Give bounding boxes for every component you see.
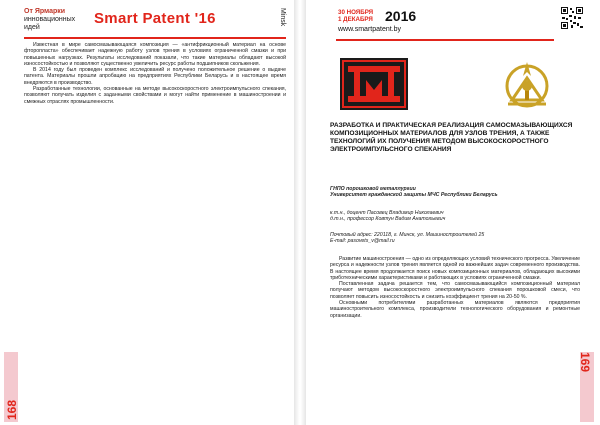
city-label [277,8,286,34]
brand-line: инновационных [24,16,76,23]
organization-block [330,186,578,199]
organization-line: Университет гражданской защиты МЧС Республики Беларусь [330,192,498,199]
fair-brand [24,8,90,32]
city-text: Minsk [279,8,286,27]
paragraph: Основными потребителями разработанных материалов являются предприятия машиностроительного комплекса, производители технологического оборудования и ремонтные организации. [330,300,580,319]
author-line: к.т.н., доцент Пасовец Владимир Николаевич [330,210,444,216]
brand-line: идей [24,24,40,31]
page-number-tab [4,352,18,422]
page-number-tab [580,352,594,422]
date-line: 1 ДЕКАБРЯ [338,16,373,23]
event-year: 2016 [385,8,417,24]
right-page [306,0,600,425]
postal-address: Почтовый адрес: 220118, г. Минск, ул. Машиностроителей 25 [330,232,485,238]
paragraph: Разработанные технологии, основанные на методе высокоскоростного электроимпульсного спекания, позволяют получать изделия с заданными свойствами и могут найти применение в машиностроении и смежных отраслях промышленности. [24,86,286,105]
email-address: E-mail: pasovets_v@mail.ru [330,238,395,245]
authors-block [330,210,578,223]
page-number: 168 [5,399,19,420]
page-number: 169 [578,352,592,373]
article-title: РАЗРАБОТКА И ПРАКТИЧЕСКАЯ РЕАЛИЗАЦИЯ САМОСМАЗЫВАЮЩИХСЯ КОМПОЗИЦИОННЫХ МАТЕРИАЛОВ ДЛЯ УЗЛОВ ТРЕНИЯ, А ТАКЖЕ ТЕХНОЛОГИЙ ИХ ПОЛУЧЕНИЯ МЕТОДОМ ВЫСОКОСКОРОСТНОГО ЭЛЕКТРОИМПУЛЬСНОГО СПЕКАНИЯ [330,122,573,153]
header-divider [24,37,286,39]
paragraph: В 2014 году был проведен комплекс исследований и получено положительное решение о выдаче патента. Материалы прошли апробацию на предприятиях Республики Беларусь и в настоящее время внедряются в производство. [24,67,286,86]
date-line: 30 НОЯБРЯ [338,9,374,16]
author-line: д.т.н., профессор Ковтун Вадим Анатольевич [330,216,446,223]
civil-protection-emblem-icon [498,56,556,112]
paragraph: Поставленная задача решается тем, что самосмазывающийся композиционный материал получают методом высокоскоростного электроимпульсного спекания порошковой смеси, что позволяет повысить износостойкость и снизить коэффициент трения на 20-50 %. [330,281,580,300]
contact-block [330,232,578,245]
right-body-text [330,256,580,319]
paragraph: Известная в мире самосмазывающаяся композиция — «антифрикционный материал на основе фторопласта» обеспечивает надежную работу узлов трения в условиях ограниченной смазки и при повышенных нагрузках. Результаты исследований показали, что такие материалы обладают высокой износостойкостью и позволяют существенно увеличить ресурс работы подшипников скольжения. [24,42,286,67]
left-body-text [24,42,286,105]
organization-line: ГНПО порошковой металлургии [330,186,416,192]
left-page [0,0,294,425]
qr-code-icon [560,6,584,30]
event-url: www.smartpatent.by [338,26,402,33]
brand-line: От Ярмарки [24,8,66,15]
event-dates [338,9,373,23]
header-divider [336,39,554,41]
event-title: Smart Patent '16 [94,10,216,27]
paragraph: Развитие машиностроения — одно из определяющих условий технического прогресса. Увеличение ресурса и надежности узлов трения является одной из важнейших задач современного производства. В настоящее время продолжается поиск новых композиционных материалов, обладающих высокими триботехническими характеристиками и работающих в условиях ограниченной смазки. [330,256,580,281]
book-gutter [294,0,306,425]
left-header [24,8,286,34]
powder-metallurgy-logo-icon [340,58,408,110]
